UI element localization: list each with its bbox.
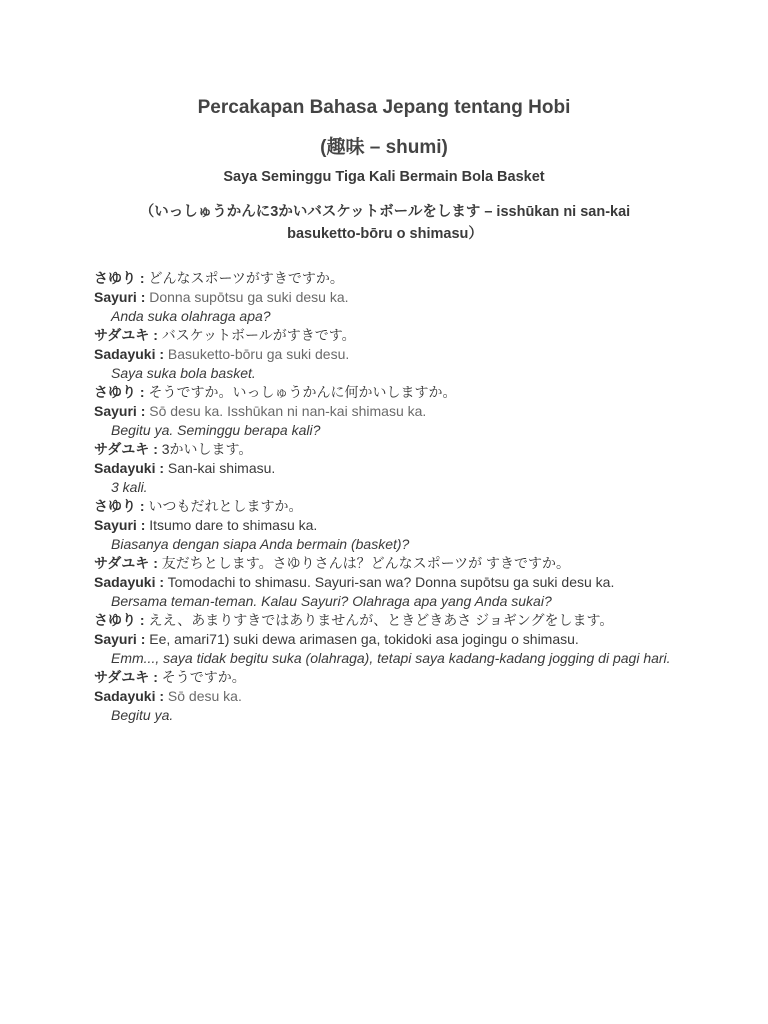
- romaji-text: San-kai shimasu.: [164, 460, 276, 476]
- japanese-text: そうですか。: [157, 669, 246, 685]
- japanese-line: [94, 611, 684, 630]
- translation-line: 3 kali.: [111, 479, 148, 495]
- romaji-text: Donna supōtsu ga suki desu ka.: [145, 289, 349, 305]
- romaji-text: Sō desu ka.: [164, 688, 242, 704]
- speaker-name: サダユキ :: [94, 555, 158, 571]
- romaji-line: [94, 459, 684, 478]
- japanese-line: [94, 497, 684, 516]
- speaker-name: Sadayuki :: [94, 574, 165, 590]
- japanese-line: [94, 269, 684, 288]
- page-title: Percakapan Bahasa Jepang tentang Hobi: [197, 97, 571, 118]
- speaker-name: Sayuri :: [94, 517, 146, 533]
- section-heading-japanese: [120, 201, 650, 245]
- translation-line: Anda suka olahraga apa?: [111, 308, 271, 324]
- romaji-line: [94, 630, 684, 649]
- page-title-kanji: (趣味 – shumi): [320, 137, 448, 158]
- romaji-text: Ee, amari71) suki dewa arimasen ga, tokidoki asa jogingu o shimasu.: [145, 631, 579, 647]
- japanese-line: [94, 326, 684, 345]
- romaji-line: [94, 345, 684, 364]
- speaker-name: Sadayuki :: [94, 460, 165, 476]
- translation-line: Begitu ya.: [111, 707, 174, 723]
- speaker-name: Sayuri :: [94, 289, 146, 305]
- speaker-name: サダユキ :: [94, 441, 158, 457]
- japanese-line: [94, 668, 684, 687]
- translation-line: Biasanya dengan siapa Anda bermain (basket)?: [111, 536, 410, 552]
- speaker-name: Sayuri :: [94, 631, 146, 647]
- japanese-line: [94, 554, 684, 573]
- romaji-text: Sō desu ka. Isshūkan ni nan-kai shimasu ka.: [145, 403, 427, 419]
- section-heading-japanese-line-1: （いっしゅうかんに3かいバスケットボールをします – isshūkan ni san-kai: [139, 204, 631, 220]
- japanese-text: 友だちとします。さゆりさんは？どんなスポーツが すきですか。: [157, 555, 570, 571]
- section-heading-japanese-line-2: basuketto-bōru o shimasu）: [287, 226, 483, 242]
- japanese-text: いつもだれとしますか。: [144, 498, 303, 514]
- japanese-text: 3かいします。: [157, 441, 253, 457]
- speaker-name: さゆり :: [94, 384, 145, 400]
- romaji-text: Basuketto-bōru ga suki desu.: [164, 346, 350, 362]
- speaker-name: Sadayuki :: [94, 688, 165, 704]
- japanese-line: [94, 383, 684, 402]
- romaji-line: [94, 573, 684, 592]
- romaji-line: [94, 516, 684, 535]
- romaji-line: [94, 288, 684, 307]
- romaji-line: [94, 687, 684, 706]
- translation-line: Emm..., saya tidak begitu suka (olahraga), tetapi saya kadang-kadang jogging di pagi hari.: [111, 650, 671, 666]
- section-heading: Saya Seminggu Tiga Kali Bermain Bola Basket: [223, 169, 545, 185]
- japanese-text: そうですか。いっしゅうかんに何かいしますか。: [144, 384, 457, 400]
- japanese-line: [94, 440, 684, 459]
- speaker-name: Sayuri :: [94, 403, 146, 419]
- speaker-name: さゆり :: [94, 612, 145, 628]
- romaji-text: Tomodachi to shimasu. Sayuri-san wa? Donna supōtsu ga suki desu ka.: [164, 574, 615, 590]
- dialogue: [94, 269, 684, 725]
- japanese-text: バスケットボールがすきです。: [157, 327, 356, 343]
- translation-line: Bersama teman-teman. Kalau Sayuri? Olahraga apa yang Anda sukai?: [111, 593, 552, 609]
- japanese-text: どんなスポーツがすきですか。: [144, 270, 344, 286]
- romaji-text: Itsumo dare to shimasu ka.: [145, 517, 318, 533]
- speaker-name: さゆり :: [94, 270, 145, 286]
- speaker-name: サダユキ :: [94, 669, 158, 685]
- speaker-name: Sadayuki :: [94, 346, 165, 362]
- speaker-name: サダユキ :: [94, 327, 158, 343]
- speaker-name: さゆり :: [94, 498, 145, 514]
- translation-line: Saya suka bola basket.: [111, 365, 256, 381]
- romaji-line: [94, 402, 684, 421]
- japanese-text: ええ、あまりすきではありませんが、ときどきあさ ジョギングをします。: [144, 612, 614, 628]
- translation-line: Begitu ya. Seminggu berapa kali?: [111, 422, 321, 438]
